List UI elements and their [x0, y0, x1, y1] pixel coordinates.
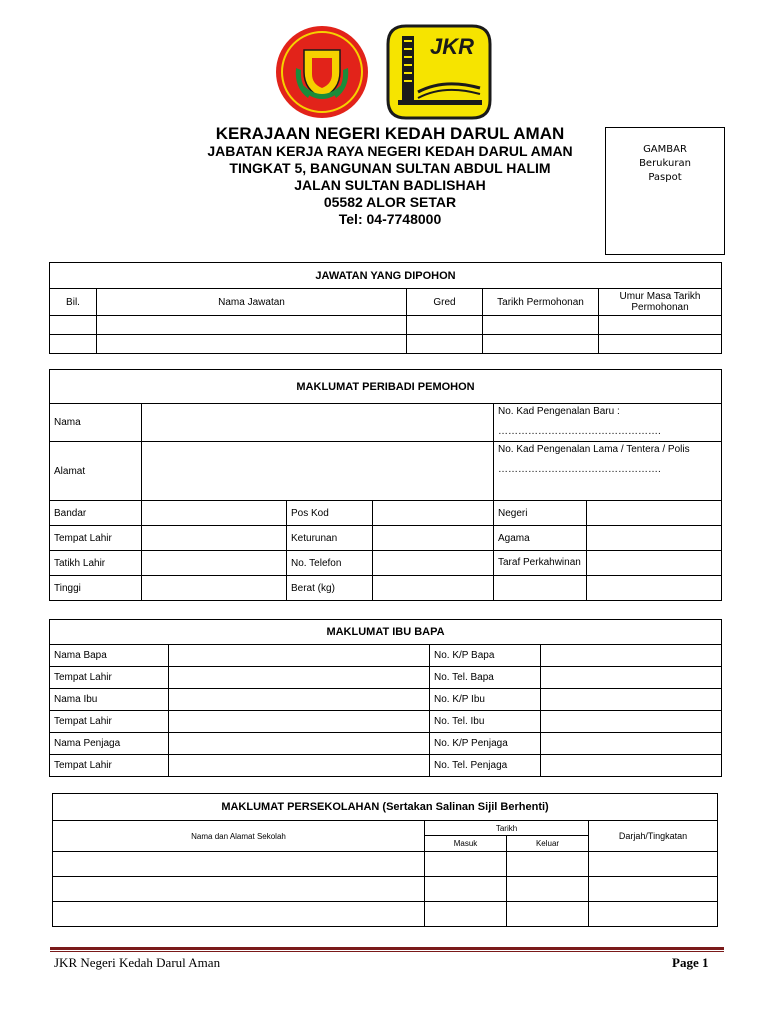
header-line-3: TINGKAT 5, BANGUNAN SULTAN ABDUL HALIM: [229, 160, 551, 176]
field-masuk-1[interactable]: [425, 852, 507, 877]
label-ic-baru: No. Kad Pengenalan Baru :: [498, 406, 620, 417]
sekolah-title: MAKLUMAT PERSEKOLAHAN (Sertakan Salinan Sijil Berhenti): [53, 794, 718, 821]
field-tel-bapa[interactable]: [541, 667, 722, 689]
col-tarikh: Tarikh: [425, 821, 589, 836]
col-bil: Bil.: [50, 289, 97, 316]
col-keluar: Keluar: [507, 836, 589, 852]
label-ic-lama: No. Kad Pengenalan Lama / Tentera / Polis: [498, 444, 690, 455]
field-ic-lama[interactable]: ………………………………………….: [498, 464, 661, 475]
field-tempat-lahir-bapa[interactable]: [169, 667, 430, 689]
field-gred-2[interactable]: [407, 335, 483, 354]
jkr-logo-text: JKR: [430, 34, 475, 59]
field-tempat-lahir-ibu[interactable]: [169, 711, 430, 733]
field-gred-1[interactable]: [407, 316, 483, 335]
field-ic-baru[interactable]: ………………………………………….: [498, 426, 661, 437]
label-berat: Berat (kg): [287, 576, 373, 601]
col-tarikh-permohonan: Tarikh Permohonan: [483, 289, 599, 316]
field-empty-2[interactable]: [587, 576, 722, 601]
label-nama-penjaga: Nama Penjaga: [50, 733, 169, 755]
label-negeri: Negeri: [494, 501, 587, 526]
jkr-logo: [384, 22, 494, 122]
col-gred: Gred: [407, 289, 483, 316]
photo-label-2: Berukuran: [639, 158, 691, 169]
photo-label-1: GAMBAR: [643, 144, 687, 155]
field-masuk-2[interactable]: [425, 877, 507, 902]
label-bandar: Bandar: [50, 501, 142, 526]
label-alamat: Alamat: [50, 442, 142, 501]
field-kp-ibu[interactable]: [541, 689, 722, 711]
label-tel-bapa: No. Tel. Bapa: [430, 667, 541, 689]
kedah-crest-logo: [274, 24, 370, 120]
footer-left: JKR Negeri Kedah Darul Aman: [54, 955, 221, 970]
field-nama-ibu[interactable]: [169, 689, 430, 711]
field-darjah-1[interactable]: [589, 852, 718, 877]
field-tel-penjaga[interactable]: [541, 755, 722, 777]
footer-page-number: Page 1: [672, 955, 709, 970]
field-bil-1[interactable]: [50, 316, 97, 335]
label-tempat-lahir-bapa: Tempat Lahir: [50, 667, 169, 689]
label-nama: Nama: [50, 404, 142, 442]
label-poskod: Pos Kod: [287, 501, 373, 526]
field-keluar-1[interactable]: [507, 852, 589, 877]
peribadi-title: MAKLUMAT PERIBADI PEMOHON: [50, 370, 722, 404]
header-line-2: JABATAN KERJA RAYA NEGERI KEDAH DARUL AMAN: [207, 143, 573, 159]
label-tel-ibu: No. Tel. Ibu: [430, 711, 541, 733]
field-bandar[interactable]: [142, 501, 287, 526]
sekolah-table: [52, 793, 718, 927]
peribadi-table: [49, 369, 722, 601]
field-negeri[interactable]: [587, 501, 722, 526]
field-darjah-2[interactable]: [589, 877, 718, 902]
col-masuk: Masuk: [425, 836, 507, 852]
field-berat[interactable]: [373, 576, 494, 601]
footer-divider-thin: [50, 951, 724, 952]
field-umur-1[interactable]: [599, 316, 722, 335]
label-nama-ibu: Nama Ibu: [50, 689, 169, 711]
field-darjah-3[interactable]: [589, 902, 718, 927]
field-poskod[interactable]: [373, 501, 494, 526]
field-nama-penjaga[interactable]: [169, 733, 430, 755]
field-agama[interactable]: [587, 526, 722, 551]
field-nama-bapa[interactable]: [169, 645, 430, 667]
label-telefon: No. Telefon: [287, 551, 373, 576]
field-sekolah-3[interactable]: [53, 902, 425, 927]
header-line-4: JALAN SULTAN BADLISHAH: [294, 177, 486, 193]
label-kp-bapa: No. K/P Bapa: [430, 645, 541, 667]
label-tinggi: Tinggi: [50, 576, 142, 601]
field-kp-bapa[interactable]: [541, 645, 722, 667]
field-taraf-perkahwinan[interactable]: [587, 551, 722, 576]
field-telefon[interactable]: [373, 551, 494, 576]
jawatan-title: JAWATAN YANG DIPOHON: [50, 263, 722, 289]
ibubapa-table: [49, 619, 722, 777]
field-tarikh-2[interactable]: [483, 335, 599, 354]
field-tel-ibu[interactable]: [541, 711, 722, 733]
header-line-6: Tel: 04-7748000: [338, 211, 442, 227]
label-tel-penjaga: No. Tel. Penjaga: [430, 755, 541, 777]
field-tempat-lahir-penjaga[interactable]: [169, 755, 430, 777]
col-darjah: Darjah/Tingkatan: [589, 821, 718, 852]
field-tarikh-lahir[interactable]: [142, 551, 287, 576]
jawatan-table: [49, 262, 722, 354]
field-tempat-lahir[interactable]: [142, 526, 287, 551]
field-alamat[interactable]: [142, 442, 494, 501]
label-kp-ibu: No. K/P Ibu: [430, 689, 541, 711]
field-masuk-3[interactable]: [425, 902, 507, 927]
field-nama-jawatan-1[interactable]: [97, 316, 407, 335]
label-tempat-lahir-penjaga: Tempat Lahir: [50, 755, 169, 777]
field-keturunan[interactable]: [373, 526, 494, 551]
photo-label-3: Paspot: [648, 172, 682, 183]
field-sekolah-1[interactable]: [53, 852, 425, 877]
label-tempat-lahir: Tempat Lahir: [50, 526, 142, 551]
passport-photo-box: [605, 127, 725, 255]
field-keluar-3[interactable]: [507, 902, 589, 927]
field-sekolah-2[interactable]: [53, 877, 425, 902]
footer-divider-thick: [50, 947, 724, 950]
header-line-5: 05582 ALOR SETAR: [323, 194, 457, 210]
header-line-1: KERAJAAN NEGERI KEDAH DARUL AMAN: [215, 124, 565, 143]
field-kp-penjaga[interactable]: [541, 733, 722, 755]
field-tarikh-1[interactable]: [483, 316, 599, 335]
label-agama: Agama: [494, 526, 587, 551]
field-nama-jawatan-2[interactable]: [97, 335, 407, 354]
ibubapa-title: MAKLUMAT IBU BAPA: [50, 620, 722, 645]
field-empty-1[interactable]: [494, 576, 587, 601]
col-nama-jawatan: Nama Jawatan: [97, 289, 407, 316]
label-nama-bapa: Nama Bapa: [50, 645, 169, 667]
field-tinggi[interactable]: [142, 576, 287, 601]
col-nama-sekolah: Nama dan Alamat Sekolah: [53, 821, 425, 852]
col-umur: Umur Masa Tarikh Permohonan: [599, 289, 722, 316]
label-kp-penjaga: No. K/P Penjaga: [430, 733, 541, 755]
label-tempat-lahir-ibu: Tempat Lahir: [50, 711, 169, 733]
label-taraf-perkahwinan: Taraf Perkahwinan: [494, 551, 587, 576]
label-tarikh-lahir: Tatikh Lahir: [50, 551, 142, 576]
label-keturunan: Keturunan: [287, 526, 373, 551]
field-keluar-2[interactable]: [507, 877, 589, 902]
field-bil-2[interactable]: [50, 335, 97, 354]
field-umur-2[interactable]: [599, 335, 722, 354]
field-nama[interactable]: [142, 404, 494, 442]
